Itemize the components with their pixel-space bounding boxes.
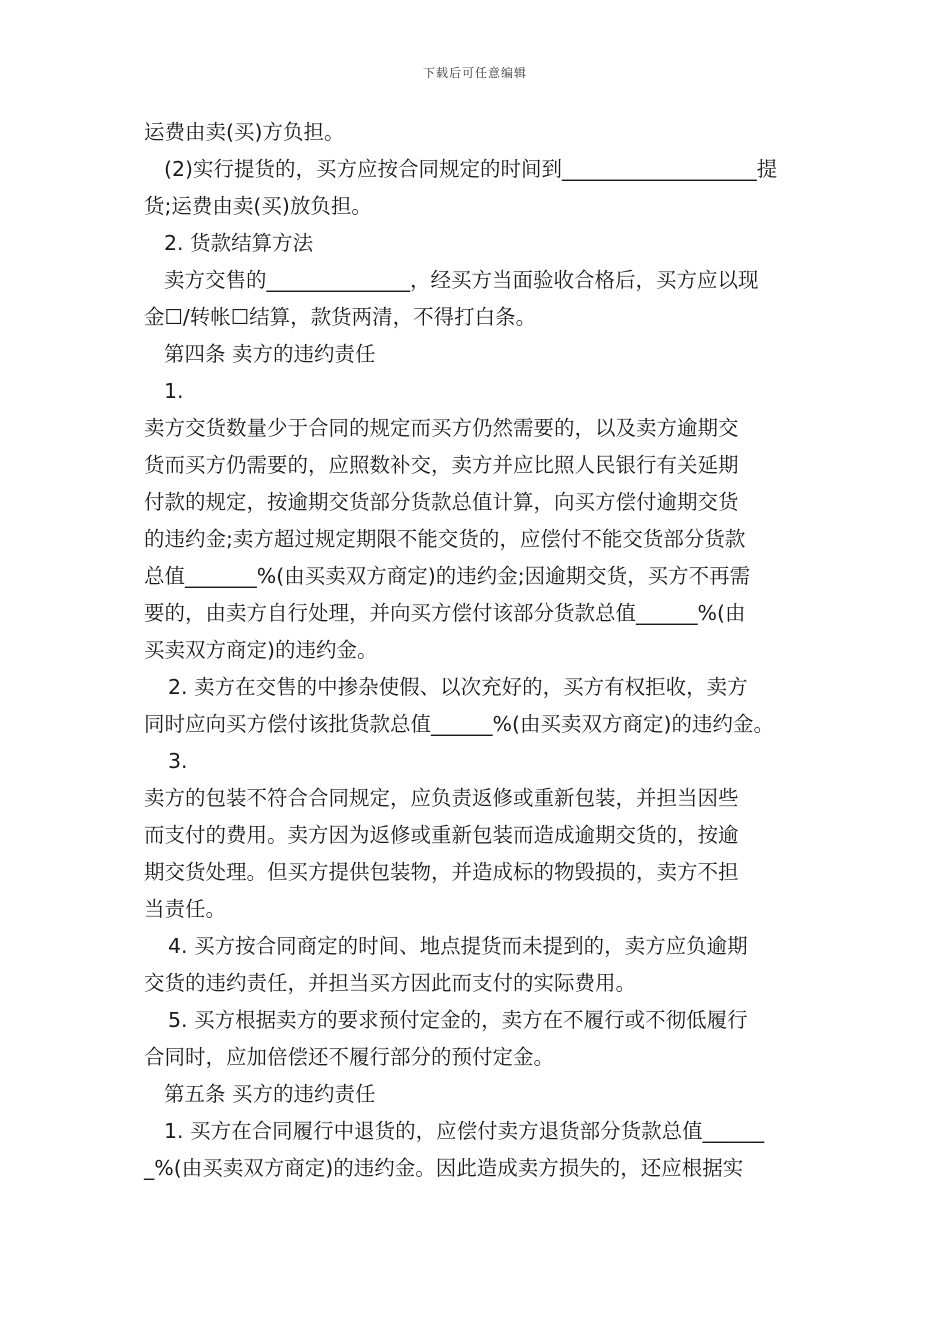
section-heading: 2. 货款结算方法 (164, 231, 314, 255)
text-line: 而支付的费用。卖方因为返修或重新包装而造成逾期交货的，按逾 (144, 823, 739, 847)
text-line: 货;运费由卖(买)放负担。 (144, 194, 372, 218)
article-heading: 第五条 买方的违约责任 (164, 1082, 376, 1106)
text-line: 2. 卖方在交售的中掺杂使假、以次充好的，买方有权拒收，卖方 (168, 675, 748, 699)
text-line: 买卖双方商定)的违约金。 (144, 638, 378, 662)
text-line: 付款的规定，按逾期交货部分货款总值计算，向买方偿付逾期交货 (144, 490, 739, 514)
text-line: 要的，由卖方自行处理，并向买方偿付该部分货款总值______%(由 (144, 601, 746, 625)
text-line: 卖方的包装不符合合同规定，应负责返修或重新包装，并担当因些 (144, 786, 739, 810)
item-number: 3. (168, 749, 188, 773)
text-line: 1. 买方在合同履行中退货的，应偿付卖方退货部分货款总值______ (164, 1119, 765, 1143)
text-line: _%(由买卖双方商定)的违约金。因此造成卖方损失的，还应根据实 (144, 1156, 744, 1180)
text-line: 卖方交售的______________，经买方当面验收合格后，买方应以现 (164, 268, 759, 292)
item-number: 1. (164, 379, 184, 403)
text-line: 合同时，应加倍偿还不履行部分的预付定金。 (144, 1045, 554, 1069)
text-line: 5. 买方根据卖方的要求预付定金的，卖方在不履行或不彻低履行 (168, 1008, 748, 1032)
text-line: 货而买方仍需要的，应照数补交，卖方并应比照人民银行有关延期 (144, 453, 739, 477)
document-body (144, 114, 812, 1187)
text-line: 当责任。 (144, 897, 226, 921)
article-heading: 第四条 卖方的违约责任 (164, 342, 376, 366)
page-header: 下载后可任意编辑 (422, 66, 527, 80)
text-line: 同时应向买方偿付该批货款总值______%(由买卖双方商定)的违约金。 (144, 712, 774, 736)
text-line: 期交货处理。但买方提供包装物，并造成标的物毁损的，卖方不担 (144, 860, 739, 884)
text-line: 运费由卖(买)方负担。 (144, 120, 345, 144)
text-line: 总值_______%(由买卖双方商定)的违约金;因逾期交货，买方不再需 (144, 564, 751, 588)
text-line: 卖方交货数量少于合同的规定而买方仍然需要的，以及卖方逾期交 (144, 416, 739, 440)
text-line: 的违约金;卖方超过规定期限不能交货的，应偿付不能交货部分货款 (144, 527, 746, 551)
text-line: (2)实行提货的，买方应按合同规定的时间到___________________提 (164, 157, 778, 181)
text-line: 4. 买方按合同商定的时间、地点提货而未提到的，卖方应负逾期 (168, 934, 748, 958)
text-line: 交货的违约责任，并担当买方因此而支付的实际费用。 (144, 971, 636, 995)
text-line: 金☐/转帐☐结算，款货两清，不得打白条。 (144, 305, 537, 329)
